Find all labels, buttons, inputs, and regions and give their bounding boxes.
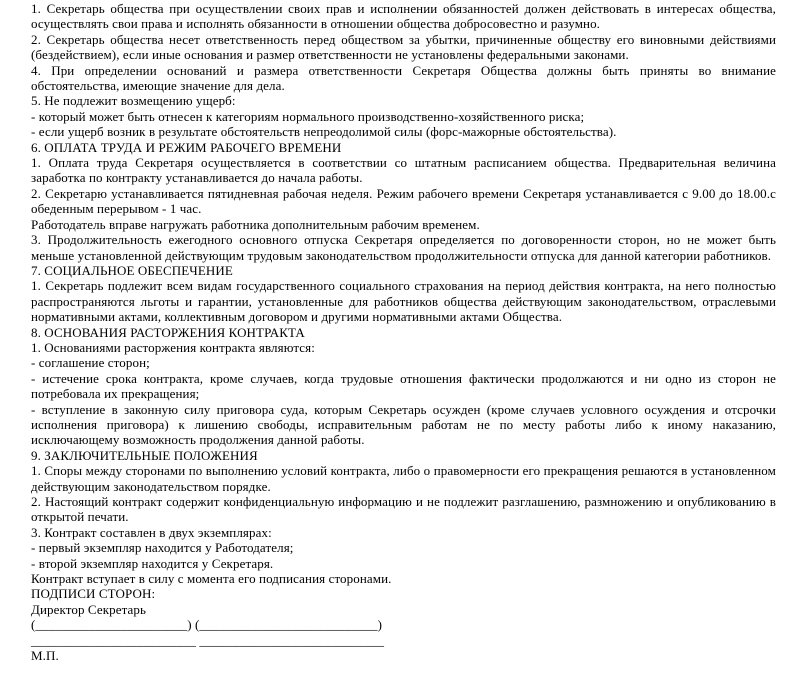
contract-clause-list-item: - который может быть отнесен к категориям нормального производственно-хозяйственного риска; xyxy=(31,108,585,124)
section-heading-pay-and-hours: 6. ОПЛАТА ТРУДА И РЕЖИМ РАБОЧЕГО ВРЕМЕНИ xyxy=(31,139,342,155)
contract-clause-list-item: - соглашение сторон; xyxy=(31,355,150,371)
signatures-heading: ПОДПИСИ СТОРОН: xyxy=(31,586,156,602)
section-heading-termination-grounds: 8. ОСНОВАНИЯ РАСТОРЖЕНИЯ КОНТРАКТА xyxy=(31,324,305,340)
stamp-mark: М.П. xyxy=(31,648,59,664)
signature-blank-parens: (_______________________) (___________________________) xyxy=(31,617,383,633)
contract-clause: 2. Секретарь общества несет ответственность перед обществом за убытки, причиненные обществу его виновными действиями (бездействием), если иные основания и размер ответственности не установлены федеральными законами. xyxy=(31,31,776,63)
contract-clause: 1. Секретарь общества при осуществлении своих прав и исполнении обязанностей должен действовать в интересах общества, осуществлять свои права и исполнять обязанности в отношении общества добросовестно и разумно. xyxy=(31,1,776,32)
signature-blank-rule: _________________________ ____________________________ xyxy=(31,632,385,648)
contract-clause: Контракт вступает в силу с момента его подписания сторонами. xyxy=(31,571,392,587)
contract-clause: 1. Оплата труда Секретаря осуществляется в соответствии со штатным расписанием общества. Предварительная величина заработка по контракту устанавливается до начала работы. xyxy=(31,155,776,186)
contract-clause: 2. Секретарю устанавливается пятидневная рабочая неделя. Режим рабочего времени Секретаря устанавливается с 9.00 до 18.00.с обеденным перерывом - 1 час. xyxy=(31,185,776,217)
signature-parties-line: Директор Секретарь xyxy=(31,601,147,617)
contract-clause-list-item: - вступление в законную силу приговора суда, которым Секретарь осужден (кроме случаев условного осуждения и отсрочки исполнения приговора) к лишению свободы, исправительным работам не по месту работы либо к иному наказанию, исключающему возможность продолжения данной работы. xyxy=(31,401,776,448)
contract-clause: 1. Секретарь подлежит всем видам государственного социального страхования на период действия контракта, на него полностью распространяются льготы и гарантии, установленные для работников общества действующим законодательством, отраслевыми нормативными актами, коллективным договором и другими нормативными актами Общества. xyxy=(31,278,776,325)
contract-clause: 1. Споры между сторонами по выполнению условий контракта, либо о правомерности его прекращения решаются в установленном действующим законодательством порядке. xyxy=(31,463,776,494)
contract-clause-list-item: - первый экземпляр находится у Работодателя; xyxy=(31,540,294,556)
contract-clause: 4. При определении оснований и размера ответственности Секретаря Общества должны быть приняты во внимание обстоятельства, имеющие значение для дела. xyxy=(31,62,776,94)
contract-clause: 1. Основаниями расторжения контракта являются: xyxy=(31,339,315,355)
contract-clause: 2. Настоящий контракт содержит конфиденциальную информацию и не подлежит разглашению, размножению и опубликованию в открытой печати. xyxy=(31,494,776,525)
section-heading-social-security: 7. СОЦИАЛЬНОЕ ОБЕСПЕЧЕНИЕ xyxy=(31,262,233,278)
contract-clause: Работодатель вправе нагружать работника дополнительным рабочим временем. xyxy=(31,216,480,232)
contract-clause-list-item: - истечение срока контракта, кроме случаев, когда трудовые отношения фактически продолжаются и ни одно из сторон не потребовала их прекращения; xyxy=(31,370,776,402)
contract-clause: 3. Контракт составлен в двух экземплярах: xyxy=(31,524,272,540)
contract-clause-list-item: - второй экземпляр находится у Секретаря. xyxy=(31,555,274,571)
contract-clause: 3. Продолжительность ежегодного основного отпуска Секретаря определяется по договоренности сторон, но не может быть меньше установленной действующим трудовым законодательством продолжительности отпуска для данной категории работников. xyxy=(31,232,776,263)
contract-clause: 5. Не подлежит возмещению ущерб: xyxy=(31,93,236,109)
section-heading-final-provisions: 9. ЗАКЛЮЧИТЕЛЬНЫЕ ПОЛОЖЕНИЯ xyxy=(31,447,258,463)
contract-clause-list-item: - если ущерб возник в результате обстоятельств непреодолимой силы (форс-мажорные обстоятельства). xyxy=(31,124,617,140)
